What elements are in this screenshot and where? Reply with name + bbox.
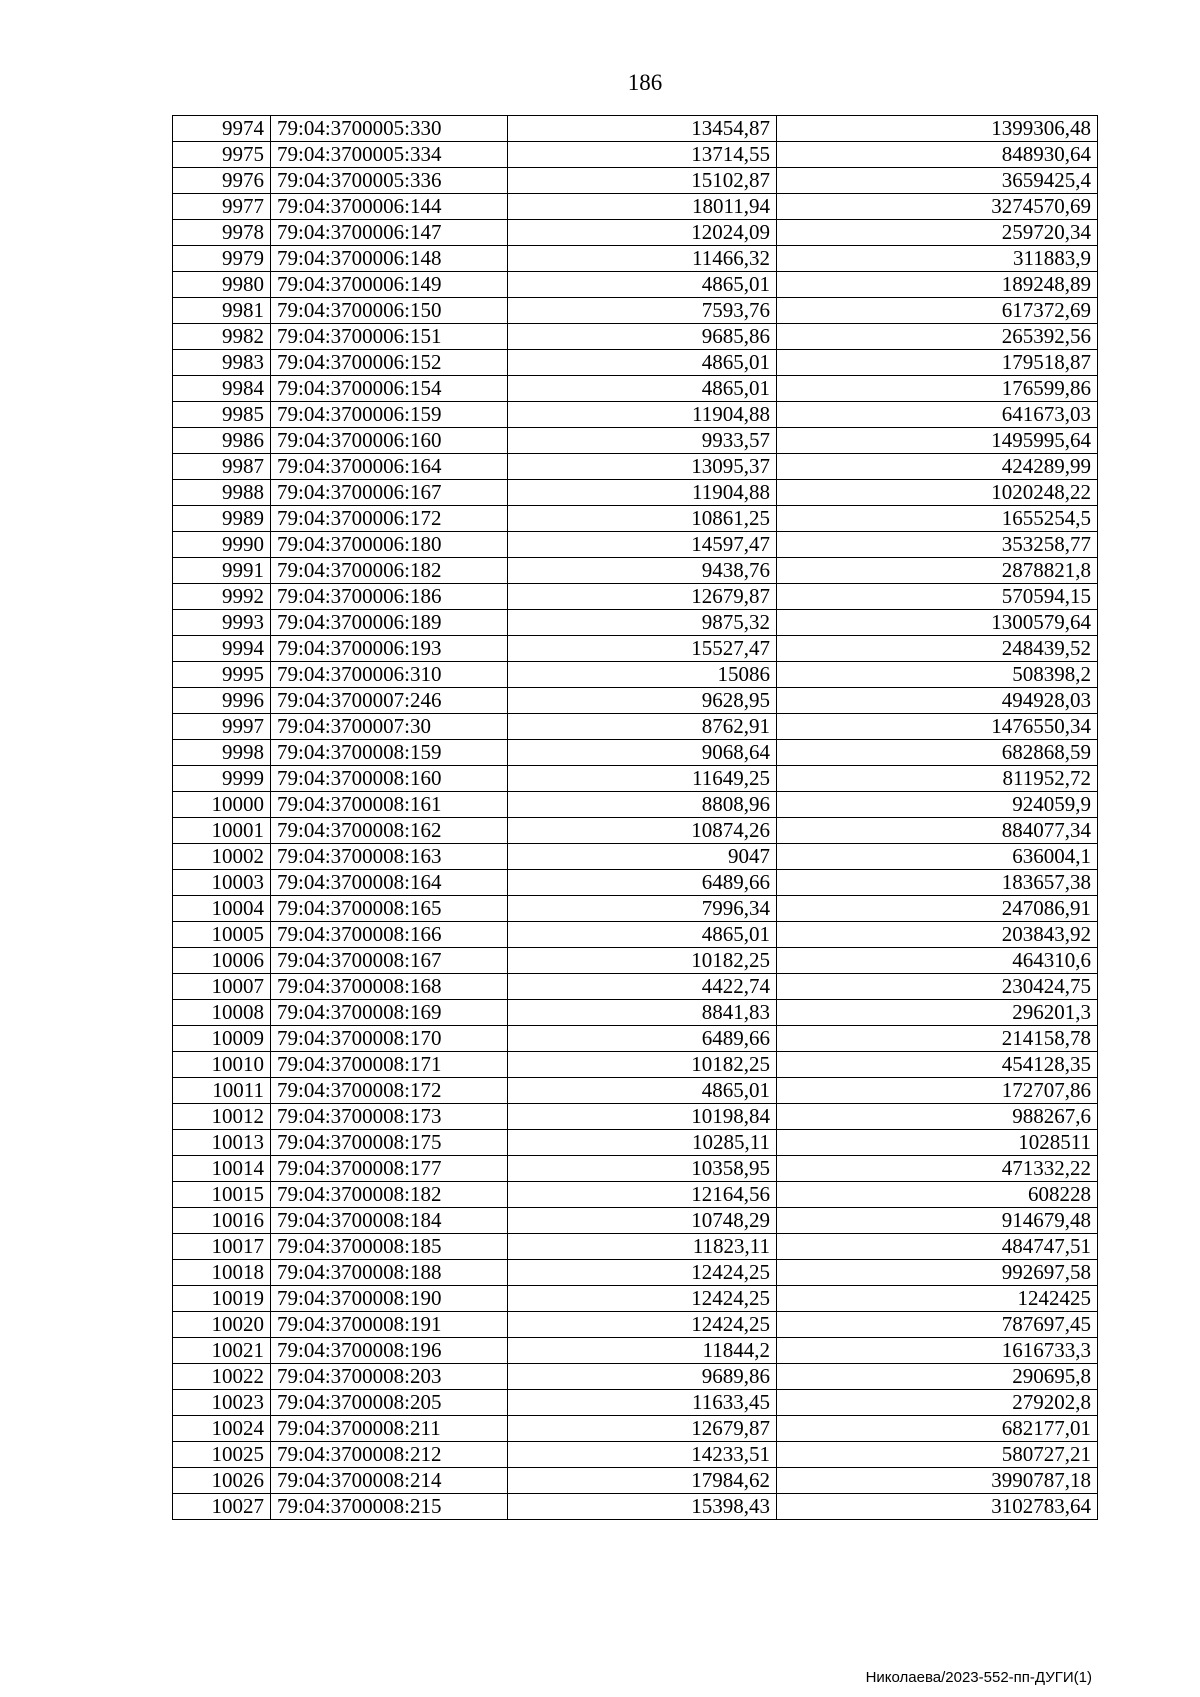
row-number-cell: 10005 bbox=[173, 922, 271, 948]
row-number-cell: 9989 bbox=[173, 506, 271, 532]
table-row bbox=[173, 1494, 1098, 1520]
table-row bbox=[173, 1208, 1098, 1234]
cadastral-value-cell: 494928,03 bbox=[777, 688, 1098, 714]
cadastral-number-cell: 79:04:3700008:164 bbox=[271, 870, 508, 896]
cadastral-number-cell: 79:04:3700006:186 bbox=[271, 584, 508, 610]
cadastral-value-cell: 454128,35 bbox=[777, 1052, 1098, 1078]
area-cell: 11466,32 bbox=[508, 246, 777, 272]
row-number-cell: 10014 bbox=[173, 1156, 271, 1182]
area-cell: 12424,25 bbox=[508, 1260, 777, 1286]
area-cell: 7593,76 bbox=[508, 298, 777, 324]
row-number-cell: 10017 bbox=[173, 1234, 271, 1260]
cadastral-value-cell: 1655254,5 bbox=[777, 506, 1098, 532]
row-number-cell: 9985 bbox=[173, 402, 271, 428]
cadastral-number-cell: 79:04:3700008:185 bbox=[271, 1234, 508, 1260]
cadastral-value-cell: 811952,72 bbox=[777, 766, 1098, 792]
row-number-cell: 10022 bbox=[173, 1364, 271, 1390]
cadastral-value-cell: 914679,48 bbox=[777, 1208, 1098, 1234]
cadastral-value-cell: 988267,6 bbox=[777, 1104, 1098, 1130]
cadastral-number-cell: 79:04:3700006:147 bbox=[271, 220, 508, 246]
cadastral-number-cell: 79:04:3700008:165 bbox=[271, 896, 508, 922]
row-number-cell: 10016 bbox=[173, 1208, 271, 1234]
area-cell: 18011,94 bbox=[508, 194, 777, 220]
area-cell: 4865,01 bbox=[508, 922, 777, 948]
table-row bbox=[173, 480, 1098, 506]
cadastral-number-cell: 79:04:3700008:212 bbox=[271, 1442, 508, 1468]
cadastral-value-cell: 296201,3 bbox=[777, 1000, 1098, 1026]
row-number-cell: 9988 bbox=[173, 480, 271, 506]
cadastral-value-cell: 265392,56 bbox=[777, 324, 1098, 350]
row-number-cell: 9991 bbox=[173, 558, 271, 584]
row-number-cell: 9981 bbox=[173, 298, 271, 324]
cadastral-number-cell: 79:04:3700008:184 bbox=[271, 1208, 508, 1234]
cadastral-number-cell: 79:04:3700008:211 bbox=[271, 1416, 508, 1442]
table-row bbox=[173, 1130, 1098, 1156]
area-cell: 10285,11 bbox=[508, 1130, 777, 1156]
row-number-cell: 10019 bbox=[173, 1286, 271, 1312]
area-cell: 10358,95 bbox=[508, 1156, 777, 1182]
cadastral-value-cell: 787697,45 bbox=[777, 1312, 1098, 1338]
row-number-cell: 9990 bbox=[173, 532, 271, 558]
cadastral-number-cell: 79:04:3700008:160 bbox=[271, 766, 508, 792]
cadastral-value-cell: 884077,34 bbox=[777, 818, 1098, 844]
cadastral-value-cell: 1476550,34 bbox=[777, 714, 1098, 740]
area-cell: 17984,62 bbox=[508, 1468, 777, 1494]
row-number-cell: 9984 bbox=[173, 376, 271, 402]
area-cell: 13095,37 bbox=[508, 454, 777, 480]
table-row bbox=[173, 272, 1098, 298]
area-cell: 9933,57 bbox=[508, 428, 777, 454]
table-row bbox=[173, 922, 1098, 948]
area-cell: 6489,66 bbox=[508, 1026, 777, 1052]
row-number-cell: 10007 bbox=[173, 974, 271, 1000]
table-row bbox=[173, 1390, 1098, 1416]
row-number-cell: 10011 bbox=[173, 1078, 271, 1104]
cadastral-value-cell: 2878821,8 bbox=[777, 558, 1098, 584]
row-number-cell: 9986 bbox=[173, 428, 271, 454]
table-row bbox=[173, 1468, 1098, 1494]
area-cell: 12679,87 bbox=[508, 584, 777, 610]
area-cell: 12424,25 bbox=[508, 1312, 777, 1338]
cadastral-number-cell: 79:04:3700008:214 bbox=[271, 1468, 508, 1494]
cadastral-value-cell: 247086,91 bbox=[777, 896, 1098, 922]
area-cell: 9628,95 bbox=[508, 688, 777, 714]
area-cell: 15086 bbox=[508, 662, 777, 688]
area-cell: 9685,86 bbox=[508, 324, 777, 350]
table-row bbox=[173, 662, 1098, 688]
cadastral-value-cell: 682177,01 bbox=[777, 1416, 1098, 1442]
table-row bbox=[173, 688, 1098, 714]
table-row bbox=[173, 506, 1098, 532]
row-number-cell: 9996 bbox=[173, 688, 271, 714]
cadastral-number-cell: 79:04:3700008:173 bbox=[271, 1104, 508, 1130]
cadastral-value-cell: 311883,9 bbox=[777, 246, 1098, 272]
cadastral-number-cell: 79:04:3700006:152 bbox=[271, 350, 508, 376]
cadastral-number-cell: 79:04:3700005:330 bbox=[271, 116, 508, 142]
table-row bbox=[173, 1156, 1098, 1182]
row-number-cell: 9976 bbox=[173, 168, 271, 194]
cadastral-number-cell: 79:04:3700006:154 bbox=[271, 376, 508, 402]
cadastral-value-cell: 248439,52 bbox=[777, 636, 1098, 662]
cadastral-value-cell: 3102783,64 bbox=[777, 1494, 1098, 1520]
area-cell: 14597,47 bbox=[508, 532, 777, 558]
cadastral-number-cell: 79:04:3700006:182 bbox=[271, 558, 508, 584]
cadastral-number-cell: 79:04:3700008:177 bbox=[271, 1156, 508, 1182]
table-row bbox=[173, 1442, 1098, 1468]
cadastral-value-cell: 3659425,4 bbox=[777, 168, 1098, 194]
area-cell: 9689,86 bbox=[508, 1364, 777, 1390]
area-cell: 10874,26 bbox=[508, 818, 777, 844]
row-number-cell: 9994 bbox=[173, 636, 271, 662]
table-body bbox=[173, 116, 1098, 1520]
table-row bbox=[173, 1338, 1098, 1364]
area-cell: 8762,91 bbox=[508, 714, 777, 740]
cadastral-number-cell: 79:04:3700006:160 bbox=[271, 428, 508, 454]
cadastral-value-cell: 848930,64 bbox=[777, 142, 1098, 168]
area-cell: 4865,01 bbox=[508, 376, 777, 402]
cadastral-value-cell: 1399306,48 bbox=[777, 116, 1098, 142]
cadastral-value-cell: 992697,58 bbox=[777, 1260, 1098, 1286]
cadastral-number-cell: 79:04:3700008:163 bbox=[271, 844, 508, 870]
area-cell: 11633,45 bbox=[508, 1390, 777, 1416]
cadastral-value-cell: 608228 bbox=[777, 1182, 1098, 1208]
table-row bbox=[173, 766, 1098, 792]
table-row bbox=[173, 818, 1098, 844]
cadastral-number-cell: 79:04:3700008:196 bbox=[271, 1338, 508, 1364]
table-row bbox=[173, 454, 1098, 480]
area-cell: 11823,11 bbox=[508, 1234, 777, 1260]
cadastral-value-cell: 203843,92 bbox=[777, 922, 1098, 948]
table-row bbox=[173, 376, 1098, 402]
table-row bbox=[173, 1052, 1098, 1078]
cadastral-value-cell: 3990787,18 bbox=[777, 1468, 1098, 1494]
cadastral-value-cell: 617372,69 bbox=[777, 298, 1098, 324]
cadastral-value-cell: 641673,03 bbox=[777, 402, 1098, 428]
table-row bbox=[173, 948, 1098, 974]
cadastral-value-cell: 1616733,3 bbox=[777, 1338, 1098, 1364]
area-cell: 11649,25 bbox=[508, 766, 777, 792]
cadastral-number-cell: 79:04:3700006:310 bbox=[271, 662, 508, 688]
cadastral-value-cell: 580727,21 bbox=[777, 1442, 1098, 1468]
area-cell: 12424,25 bbox=[508, 1286, 777, 1312]
area-cell: 9047 bbox=[508, 844, 777, 870]
table-row bbox=[173, 584, 1098, 610]
table-row bbox=[173, 1312, 1098, 1338]
table-row bbox=[173, 298, 1098, 324]
table-row bbox=[173, 870, 1098, 896]
row-number-cell: 10013 bbox=[173, 1130, 271, 1156]
cadastral-number-cell: 79:04:3700006:144 bbox=[271, 194, 508, 220]
table-row bbox=[173, 896, 1098, 922]
area-cell: 15398,43 bbox=[508, 1494, 777, 1520]
area-cell: 13714,55 bbox=[508, 142, 777, 168]
cadastral-value-cell: 1028511 bbox=[777, 1130, 1098, 1156]
cadastral-value-cell: 1300579,64 bbox=[777, 610, 1098, 636]
cadastral-number-cell: 79:04:3700006:193 bbox=[271, 636, 508, 662]
cadastral-number-cell: 79:04:3700008:172 bbox=[271, 1078, 508, 1104]
table-row bbox=[173, 1260, 1098, 1286]
cadastral-value-table bbox=[172, 115, 1098, 1520]
cadastral-number-cell: 79:04:3700006:172 bbox=[271, 506, 508, 532]
cadastral-value-cell: 183657,38 bbox=[777, 870, 1098, 896]
cadastral-value-cell: 1242425 bbox=[777, 1286, 1098, 1312]
cadastral-value-cell: 172707,86 bbox=[777, 1078, 1098, 1104]
table-row bbox=[173, 714, 1098, 740]
area-cell: 11904,88 bbox=[508, 402, 777, 428]
table-row bbox=[173, 610, 1098, 636]
table-row bbox=[173, 844, 1098, 870]
cadastral-number-cell: 79:04:3700008:190 bbox=[271, 1286, 508, 1312]
row-number-cell: 10004 bbox=[173, 896, 271, 922]
row-number-cell: 10003 bbox=[173, 870, 271, 896]
cadastral-number-cell: 79:04:3700005:336 bbox=[271, 168, 508, 194]
area-cell: 12164,56 bbox=[508, 1182, 777, 1208]
row-number-cell: 9975 bbox=[173, 142, 271, 168]
cadastral-number-cell: 79:04:3700008:205 bbox=[271, 1390, 508, 1416]
area-cell: 10182,25 bbox=[508, 948, 777, 974]
area-cell: 10861,25 bbox=[508, 506, 777, 532]
cadastral-number-cell: 79:04:3700008:188 bbox=[271, 1260, 508, 1286]
cadastral-value-cell: 570594,15 bbox=[777, 584, 1098, 610]
cadastral-number-cell: 79:04:3700008:166 bbox=[271, 922, 508, 948]
row-number-cell: 9993 bbox=[173, 610, 271, 636]
row-number-cell: 10006 bbox=[173, 948, 271, 974]
cadastral-number-cell: 79:04:3700006:164 bbox=[271, 454, 508, 480]
cadastral-number-cell: 79:04:3700006:189 bbox=[271, 610, 508, 636]
area-cell: 8808,96 bbox=[508, 792, 777, 818]
row-number-cell: 10000 bbox=[173, 792, 271, 818]
cadastral-value-cell: 176599,86 bbox=[777, 376, 1098, 402]
cadastral-value-cell: 259720,34 bbox=[777, 220, 1098, 246]
table-row bbox=[173, 1000, 1098, 1026]
cadastral-value-cell: 1020248,22 bbox=[777, 480, 1098, 506]
cadastral-value-cell: 353258,77 bbox=[777, 532, 1098, 558]
area-cell: 4865,01 bbox=[508, 1078, 777, 1104]
area-cell: 9438,76 bbox=[508, 558, 777, 584]
row-number-cell: 10024 bbox=[173, 1416, 271, 1442]
cadastral-number-cell: 79:04:3700006:159 bbox=[271, 402, 508, 428]
row-number-cell: 10018 bbox=[173, 1260, 271, 1286]
area-cell: 11844,2 bbox=[508, 1338, 777, 1364]
row-number-cell: 10020 bbox=[173, 1312, 271, 1338]
cadastral-number-cell: 79:04:3700008:203 bbox=[271, 1364, 508, 1390]
row-number-cell: 10012 bbox=[173, 1104, 271, 1130]
row-number-cell: 10021 bbox=[173, 1338, 271, 1364]
table-row bbox=[173, 246, 1098, 272]
row-number-cell: 10001 bbox=[173, 818, 271, 844]
page-number: 186 bbox=[627, 70, 663, 95]
table-row bbox=[173, 1286, 1098, 1312]
cadastral-value-cell: 471332,22 bbox=[777, 1156, 1098, 1182]
row-number-cell: 9983 bbox=[173, 350, 271, 376]
cadastral-number-cell: 79:04:3700008:175 bbox=[271, 1130, 508, 1156]
row-number-cell: 10023 bbox=[173, 1390, 271, 1416]
table-row bbox=[173, 168, 1098, 194]
table-row bbox=[173, 142, 1098, 168]
table-row bbox=[173, 220, 1098, 246]
table-row bbox=[173, 974, 1098, 1000]
row-number-cell: 10002 bbox=[173, 844, 271, 870]
cadastral-number-cell: 79:04:3700005:334 bbox=[271, 142, 508, 168]
cadastral-number-cell: 79:04:3700008:169 bbox=[271, 1000, 508, 1026]
row-number-cell: 10009 bbox=[173, 1026, 271, 1052]
table-row bbox=[173, 1104, 1098, 1130]
area-cell: 10748,29 bbox=[508, 1208, 777, 1234]
row-number-cell: 9997 bbox=[173, 714, 271, 740]
area-cell: 11904,88 bbox=[508, 480, 777, 506]
cadastral-number-cell: 79:04:3700006:151 bbox=[271, 324, 508, 350]
cadastral-number-cell: 79:04:3700008:162 bbox=[271, 818, 508, 844]
row-number-cell: 9980 bbox=[173, 272, 271, 298]
table-row bbox=[173, 350, 1098, 376]
cadastral-number-cell: 79:04:3700008:159 bbox=[271, 740, 508, 766]
area-cell: 4865,01 bbox=[508, 350, 777, 376]
cadastral-number-cell: 79:04:3700008:167 bbox=[271, 948, 508, 974]
table-row bbox=[173, 194, 1098, 220]
row-number-cell: 10010 bbox=[173, 1052, 271, 1078]
cadastral-value-cell: 179518,87 bbox=[777, 350, 1098, 376]
table-row bbox=[173, 558, 1098, 584]
area-cell: 10182,25 bbox=[508, 1052, 777, 1078]
table-row bbox=[173, 1234, 1098, 1260]
cadastral-value-cell: 682868,59 bbox=[777, 740, 1098, 766]
cadastral-value-cell: 3274570,69 bbox=[777, 194, 1098, 220]
area-cell: 15527,47 bbox=[508, 636, 777, 662]
cadastral-number-cell: 79:04:3700008:171 bbox=[271, 1052, 508, 1078]
cadastral-number-cell: 79:04:3700006:180 bbox=[271, 532, 508, 558]
area-cell: 12679,87 bbox=[508, 1416, 777, 1442]
table-row bbox=[173, 792, 1098, 818]
cadastral-number-cell: 79:04:3700008:161 bbox=[271, 792, 508, 818]
cadastral-value-cell: 189248,89 bbox=[777, 272, 1098, 298]
cadastral-number-cell: 79:04:3700008:168 bbox=[271, 974, 508, 1000]
row-number-cell: 9974 bbox=[173, 116, 271, 142]
cadastral-number-cell: 79:04:3700006:167 bbox=[271, 480, 508, 506]
table-row bbox=[173, 740, 1098, 766]
area-cell: 10198,84 bbox=[508, 1104, 777, 1130]
table-row bbox=[173, 324, 1098, 350]
row-number-cell: 10008 bbox=[173, 1000, 271, 1026]
table-row bbox=[173, 1078, 1098, 1104]
area-cell: 15102,87 bbox=[508, 168, 777, 194]
row-number-cell: 9982 bbox=[173, 324, 271, 350]
cadastral-value-cell: 464310,6 bbox=[777, 948, 1098, 974]
table-row bbox=[173, 428, 1098, 454]
area-cell: 4422,74 bbox=[508, 974, 777, 1000]
area-cell: 9068,64 bbox=[508, 740, 777, 766]
row-number-cell: 10026 bbox=[173, 1468, 271, 1494]
table-row bbox=[173, 116, 1098, 142]
cadastral-number-cell: 79:04:3700008:182 bbox=[271, 1182, 508, 1208]
cadastral-value-cell: 290695,8 bbox=[777, 1364, 1098, 1390]
cadastral-value-cell: 214158,78 bbox=[777, 1026, 1098, 1052]
cadastral-number-cell: 79:04:3700007:30 bbox=[271, 714, 508, 740]
cadastral-value-cell: 279202,8 bbox=[777, 1390, 1098, 1416]
cadastral-number-cell: 79:04:3700008:215 bbox=[271, 1494, 508, 1520]
table-row bbox=[173, 1026, 1098, 1052]
area-cell: 8841,83 bbox=[508, 1000, 777, 1026]
cadastral-value-cell: 424289,99 bbox=[777, 454, 1098, 480]
cadastral-number-cell: 79:04:3700007:246 bbox=[271, 688, 508, 714]
table-row bbox=[173, 1364, 1098, 1390]
row-number-cell: 9978 bbox=[173, 220, 271, 246]
table-row bbox=[173, 1182, 1098, 1208]
table-row bbox=[173, 1416, 1098, 1442]
area-cell: 13454,87 bbox=[508, 116, 777, 142]
cadastral-value-cell: 508398,2 bbox=[777, 662, 1098, 688]
cadastral-number-cell: 79:04:3700008:191 bbox=[271, 1312, 508, 1338]
cadastral-value-cell: 1495995,64 bbox=[777, 428, 1098, 454]
cadastral-number-cell: 79:04:3700006:148 bbox=[271, 246, 508, 272]
cadastral-number-cell: 79:04:3700006:150 bbox=[271, 298, 508, 324]
row-number-cell: 10027 bbox=[173, 1494, 271, 1520]
row-number-cell: 9999 bbox=[173, 766, 271, 792]
area-cell: 9875,32 bbox=[508, 610, 777, 636]
document-reference: Николаева/2023-552-пп-ДУГИ(1) bbox=[865, 1669, 1092, 1686]
table-row bbox=[173, 636, 1098, 662]
cadastral-value-cell: 636004,1 bbox=[777, 844, 1098, 870]
table-row bbox=[173, 532, 1098, 558]
area-cell: 7996,34 bbox=[508, 896, 777, 922]
row-number-cell: 9979 bbox=[173, 246, 271, 272]
cadastral-value-cell: 484747,51 bbox=[777, 1234, 1098, 1260]
area-cell: 14233,51 bbox=[508, 1442, 777, 1468]
area-cell: 4865,01 bbox=[508, 272, 777, 298]
area-cell: 6489,66 bbox=[508, 870, 777, 896]
row-number-cell: 10015 bbox=[173, 1182, 271, 1208]
row-number-cell: 9987 bbox=[173, 454, 271, 480]
row-number-cell: 9992 bbox=[173, 584, 271, 610]
cadastral-number-cell: 79:04:3700008:170 bbox=[271, 1026, 508, 1052]
area-cell: 12024,09 bbox=[508, 220, 777, 246]
cadastral-number-cell: 79:04:3700006:149 bbox=[271, 272, 508, 298]
row-number-cell: 9977 bbox=[173, 194, 271, 220]
table-row bbox=[173, 402, 1098, 428]
row-number-cell: 10025 bbox=[173, 1442, 271, 1468]
row-number-cell: 9998 bbox=[173, 740, 271, 766]
cadastral-value-cell: 230424,75 bbox=[777, 974, 1098, 1000]
cadastral-value-cell: 924059,9 bbox=[777, 792, 1098, 818]
row-number-cell: 9995 bbox=[173, 662, 271, 688]
